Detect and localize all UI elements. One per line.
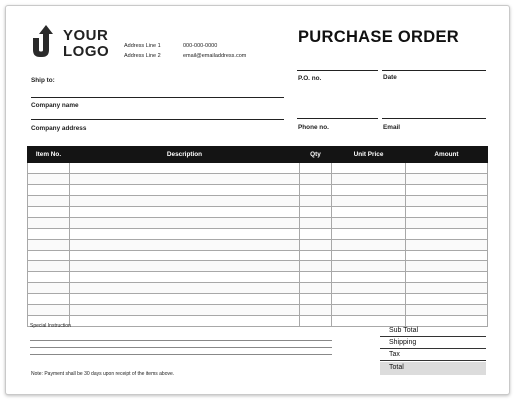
- purchase-order-page: [5, 5, 510, 395]
- table-row: [28, 239, 488, 250]
- amount-cell: [406, 283, 488, 294]
- unit-price-cell: [332, 239, 406, 250]
- description-cell: [70, 184, 300, 195]
- amount-cell: [406, 294, 488, 305]
- description-cell: [70, 305, 300, 316]
- logo-arrow-icon: [29, 24, 59, 60]
- amount-cell: [406, 316, 488, 327]
- phone-no-line: [297, 118, 378, 119]
- header-description: Description: [70, 147, 300, 163]
- total-row: [380, 362, 486, 375]
- logo: [29, 24, 111, 60]
- logo-text-line1: YOUR: [63, 27, 109, 44]
- tax-label: Tax: [389, 351, 400, 358]
- subtotal-row: [380, 326, 486, 337]
- qty-cell: [300, 250, 332, 261]
- date-line: [382, 70, 486, 71]
- address-line-1: Address Line 1: [124, 43, 161, 49]
- sender-phone: 000-000-0000: [183, 43, 218, 49]
- address-line-2: Address Line 2: [124, 53, 161, 59]
- unit-price-cell: [332, 195, 406, 206]
- item-no-cell: [28, 305, 70, 316]
- unit-price-cell: [332, 250, 406, 261]
- subtotal-label: Sub Total: [389, 327, 419, 334]
- description-cell: [70, 294, 300, 305]
- item-no-cell: [28, 250, 70, 261]
- description-cell: [70, 206, 300, 217]
- item-no-cell: [28, 195, 70, 206]
- amount-cell: [406, 261, 488, 272]
- item-no-cell: [28, 217, 70, 228]
- table-row: [28, 294, 488, 305]
- description-cell: [70, 272, 300, 283]
- total-label: Total: [389, 364, 404, 371]
- unit-price-cell: [332, 163, 406, 174]
- unit-price-cell: [332, 316, 406, 327]
- logo-text-line2: LOGO: [63, 43, 110, 60]
- table-row: [28, 305, 488, 316]
- header-unit-price: Unit Price: [332, 147, 406, 163]
- table-row: [28, 272, 488, 283]
- qty-cell: [300, 184, 332, 195]
- sender-email: email@emailaddress.com: [183, 53, 247, 59]
- header-item-no: Item No.: [28, 147, 70, 163]
- special-instruction-line: [30, 347, 332, 348]
- qty-cell: [300, 163, 332, 174]
- unit-price-cell: [332, 294, 406, 305]
- amount-cell: [406, 250, 488, 261]
- header-amount: Amount: [406, 147, 488, 163]
- qty-cell: [300, 316, 332, 327]
- qty-cell: [300, 272, 332, 283]
- items-table: [27, 146, 488, 327]
- table-row: [28, 283, 488, 294]
- shipping-label: Shipping: [389, 339, 417, 346]
- table-row: [28, 316, 488, 327]
- qty-cell: [300, 305, 332, 316]
- qty-cell: [300, 294, 332, 305]
- table-row: [28, 163, 488, 174]
- item-no-cell: [28, 184, 70, 195]
- amount-cell: [406, 195, 488, 206]
- description-cell: [70, 195, 300, 206]
- unit-price-cell: [332, 261, 406, 272]
- company-name-line: [31, 119, 284, 120]
- amount-cell: [406, 305, 488, 316]
- description-cell: [70, 228, 300, 239]
- table-row: [28, 184, 488, 195]
- amount-cell: [406, 272, 488, 283]
- table-row: [28, 250, 488, 261]
- special-instruction-line: [30, 340, 332, 341]
- qty-cell: [300, 195, 332, 206]
- table-row: [28, 195, 488, 206]
- description-cell: [70, 316, 300, 327]
- po-no-label: P.O. no.: [298, 75, 322, 82]
- qty-cell: [300, 173, 332, 184]
- amount-cell: [406, 163, 488, 174]
- table-row: [28, 206, 488, 217]
- description-cell: [70, 217, 300, 228]
- item-no-cell: [28, 272, 70, 283]
- qty-cell: [300, 217, 332, 228]
- table-row: [28, 228, 488, 239]
- unit-price-cell: [332, 217, 406, 228]
- qty-cell: [300, 239, 332, 250]
- ship-to-label: Ship to:: [31, 77, 55, 84]
- qty-cell: [300, 228, 332, 239]
- unit-price-cell: [332, 206, 406, 217]
- item-no-cell: [28, 261, 70, 272]
- email-line: [382, 118, 486, 119]
- amount-cell: [406, 228, 488, 239]
- unit-price-cell: [332, 184, 406, 195]
- amount-cell: [406, 206, 488, 217]
- phone-no-label: Phone no.: [298, 124, 329, 131]
- unit-price-cell: [332, 305, 406, 316]
- tax-row: [380, 350, 486, 361]
- unit-price-cell: [332, 228, 406, 239]
- item-no-cell: [28, 228, 70, 239]
- special-instruction-line: [30, 354, 332, 355]
- special-instruction-label: Special Instruction: [30, 323, 71, 329]
- unit-price-cell: [332, 283, 406, 294]
- description-cell: [70, 163, 300, 174]
- email-label: Email: [383, 124, 401, 131]
- po-no-line: [297, 70, 378, 71]
- date-label: Date: [383, 74, 397, 81]
- item-no-cell: [28, 206, 70, 217]
- header-qty: Qty: [300, 147, 332, 163]
- table-row: [28, 173, 488, 184]
- ship-to-line: [31, 97, 284, 98]
- qty-cell: [300, 283, 332, 294]
- table-row: [28, 217, 488, 228]
- description-cell: [70, 239, 300, 250]
- amount-cell: [406, 217, 488, 228]
- item-no-cell: [28, 163, 70, 174]
- description-cell: [70, 250, 300, 261]
- qty-cell: [300, 206, 332, 217]
- amount-cell: [406, 184, 488, 195]
- item-no-cell: [28, 173, 70, 184]
- company-name-label: Company name: [31, 102, 79, 109]
- items-table-header: [28, 147, 488, 163]
- item-no-cell: [28, 239, 70, 250]
- company-address-label: Company address: [31, 125, 87, 132]
- amount-cell: [406, 239, 488, 250]
- unit-price-cell: [332, 173, 406, 184]
- description-cell: [70, 173, 300, 184]
- amount-cell: [406, 173, 488, 184]
- qty-cell: [300, 261, 332, 272]
- item-no-cell: [28, 294, 70, 305]
- description-cell: [70, 261, 300, 272]
- item-no-cell: [28, 283, 70, 294]
- table-row: [28, 261, 488, 272]
- payment-note: Note: Payment shall be 30 days upon receipt of the items above.: [31, 371, 175, 377]
- document-title: PURCHASE ORDER: [298, 28, 459, 46]
- description-cell: [70, 283, 300, 294]
- shipping-row: [380, 338, 486, 349]
- unit-price-cell: [332, 272, 406, 283]
